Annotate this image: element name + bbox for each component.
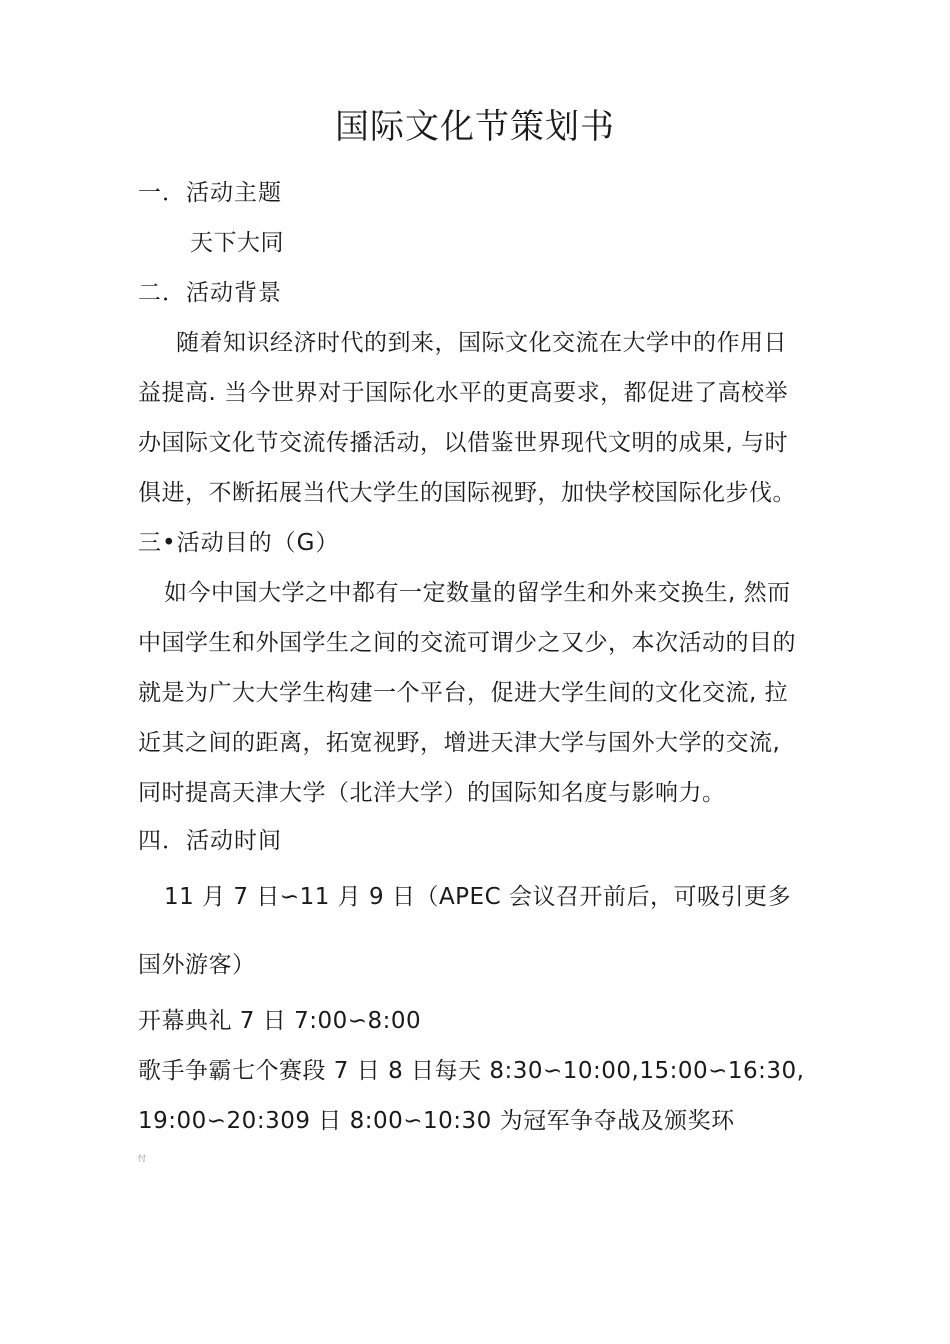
- purpose-paragraph-line: 同时提高天津大学（北洋大学）的国际知名度与影响力。: [138, 780, 726, 806]
- section-heading-time: 四．活动时间: [138, 828, 282, 854]
- purpose-paragraph-line: 中国学生和外国学生之间的交流可谓少之又少，本次活动的目的: [138, 630, 796, 656]
- purpose-paragraph-line: 如今中国大学之中都有一定数量的留学生和外来交换生, 然而: [164, 580, 791, 606]
- section-heading-purpose: 三•活动目的（G）: [138, 530, 340, 556]
- background-paragraph-line: 随着知识经济时代的到来，国际文化交流在大学中的作用日: [176, 330, 787, 356]
- section-heading-background: 二．活动背景: [138, 280, 282, 306]
- schedule-final: 19:00∽20:309 日 8:00∽10:30 为冠军争夺战及颁奖环: [138, 1108, 735, 1134]
- time-paragraph-line: 国外游客）: [138, 952, 256, 978]
- background-paragraph-line: 益提高. 当今世界对于国际化水平的更高要求，都促进了高校举: [138, 380, 789, 406]
- document-title: 国际文化节策划书: [335, 107, 615, 147]
- theme-text: 天下大同: [190, 230, 284, 256]
- schedule-singer-contest: 歌手争霸七个赛段 7 日 8 日每天 8:30∽10:00,15:00∽16:30,: [138, 1058, 805, 1084]
- purpose-paragraph-line: 就是为广大大学生构建一个平台，促进大学生间的文化交流, 拉: [138, 680, 789, 706]
- schedule-opening-ceremony: 开幕典礼 7 日 7:00∽8:00: [138, 1008, 422, 1034]
- footer-mark: 忖: [138, 1154, 146, 1163]
- purpose-paragraph-line: 近其之间的距离，拓宽视野，增进天津大学与国外大学的交流,: [138, 730, 781, 756]
- background-paragraph-line: 办国际文化节交流传播活动，以借鉴世界现代文明的成果, 与时: [138, 430, 789, 456]
- background-paragraph-line: 俱进，不断拓展当代大学生的国际视野，加快学校国际化步伐。: [138, 480, 796, 506]
- time-paragraph-line: 11 月 7 日∽11 月 9 日（APEC 会议召开前后，可吸引更多: [164, 884, 791, 910]
- section-heading-theme: 一．活动主题: [138, 180, 282, 206]
